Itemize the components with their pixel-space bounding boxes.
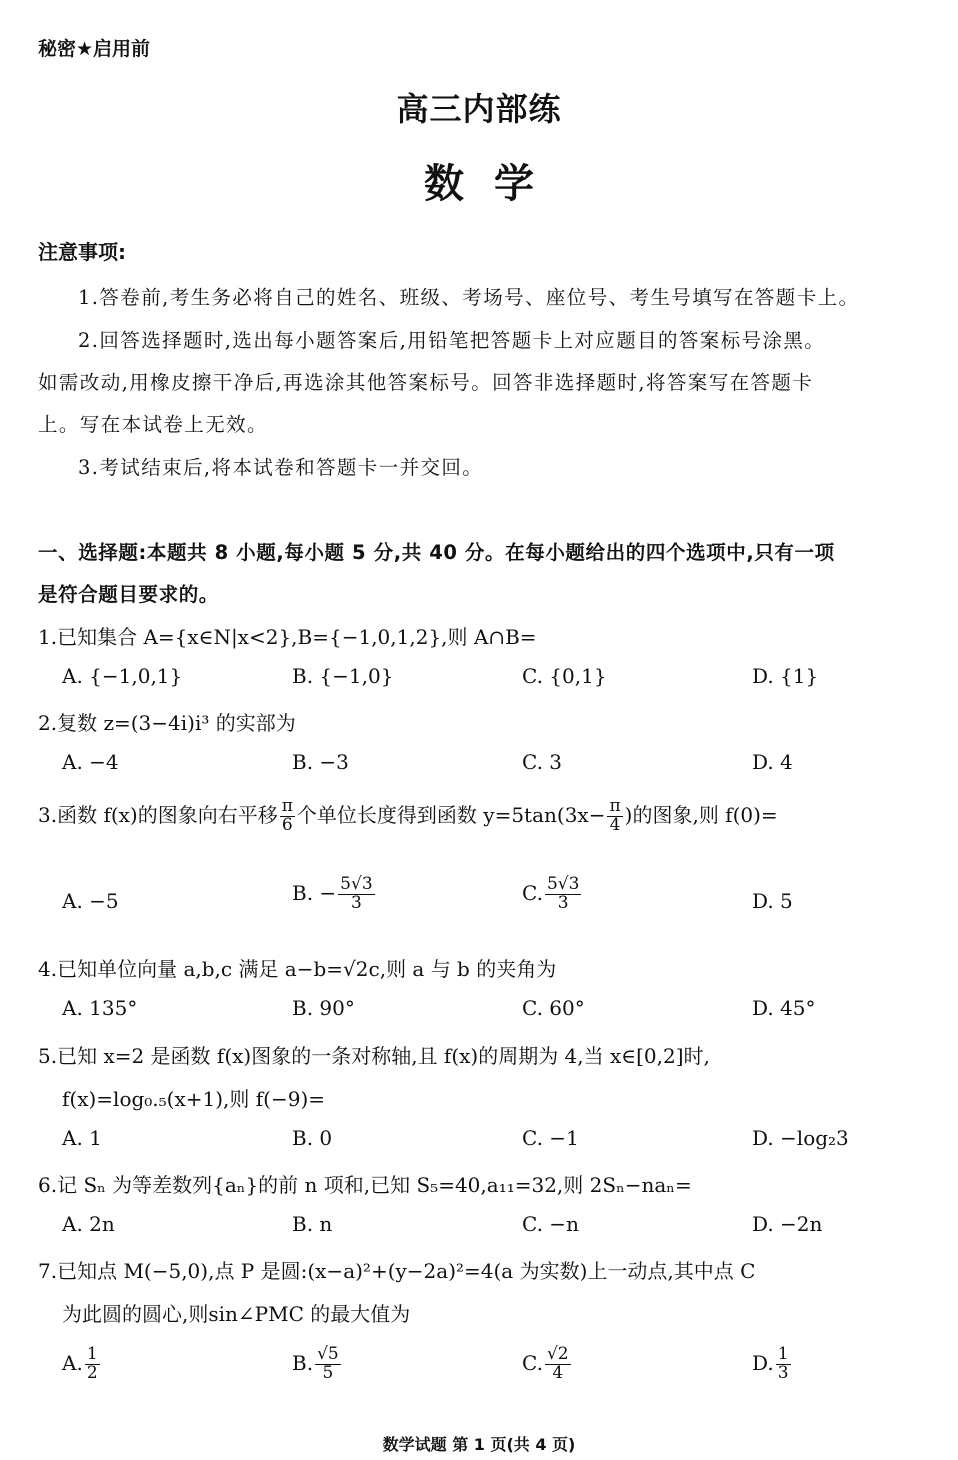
q7-d-den: 3 [777, 1362, 789, 1383]
question-4-stem: 4.已知单位向量 a,b,c 满足 a−b=√2c,则 a 与 b 的夹角为 [38, 957, 557, 981]
q3-option-b-label: B. − [292, 880, 337, 905]
question-2-stem: 2.复数 z=(3−4i)i³ 的实部为 [38, 711, 296, 735]
q3-frac2-num: π [609, 796, 621, 816]
notice-line-5: 3.考试结束后,将本试卷和答题卡一并交回。 [78, 456, 484, 479]
q7-option-a-label: A. [62, 1350, 83, 1375]
q3-frac2-den: 4 [609, 814, 621, 835]
q3-option-c [522, 876, 583, 913]
q7-option-a-fraction [85, 1346, 100, 1383]
q7-option-c [522, 1346, 573, 1383]
q1-option-b: B. {−1,0} [292, 664, 394, 688]
q7-option-b-label: B. [292, 1350, 314, 1375]
q7-option-c-fraction [545, 1346, 571, 1383]
exam-title: 高三内部练 [396, 90, 562, 128]
q7-option-a [62, 1346, 102, 1383]
q3-option-d: D. 5 [752, 889, 793, 913]
q1-option-d: D. {1} [752, 664, 819, 688]
notice-line-1: 1.答卷前,考生务必将自己的姓名、班级、考场号、座位号、考生号填写在答题卡上。 [78, 286, 860, 309]
notice-line-3: 如需改动,用橡皮擦干净后,再选涂其他答案标号。回答非选择题时,将答案写在答题卡 [38, 371, 814, 394]
question-1-stem: 1.已知集合 A={x∈N|x<2},B={−1,0,1,2},则 A∩B= [38, 625, 537, 649]
q3-fraction-pi-6 [280, 798, 295, 835]
q3-stem-part-b: 个单位长度得到函数 y=5tan(3x− [296, 802, 606, 827]
q1-option-a: A. {−1,0,1} [62, 664, 183, 688]
q3-stem-part-a: 3.函数 f(x)的图象向右平移 [38, 802, 278, 827]
q5-option-a: A. 1 [62, 1126, 102, 1150]
q3-stem-part-c: )的图象,则 f(0)= [624, 802, 778, 827]
q7-c-den: 4 [552, 1362, 564, 1383]
q2-option-a: A. −4 [62, 750, 119, 774]
q3-option-b-fraction [338, 876, 374, 913]
notice-heading: 注意事项: [38, 240, 126, 264]
q3-c-den: 3 [557, 892, 569, 913]
q6-option-a: A. 2n [62, 1212, 115, 1236]
q3-option-b [292, 876, 377, 913]
q6-option-b: B. n [292, 1212, 333, 1236]
q6-option-c: C. −n [522, 1212, 579, 1236]
subject-title: 数学 [424, 161, 564, 207]
q3-frac-den: 6 [281, 814, 293, 835]
q7-a-num: 1 [86, 1344, 98, 1364]
q2-option-d: D. 4 [752, 750, 793, 774]
question-7-stem-cont: 为此圆的圆心,则sin∠PMC 的最大值为 [62, 1302, 411, 1326]
q4-option-c: C. 60° [522, 996, 585, 1020]
q3-option-a: A. −5 [62, 889, 119, 913]
q2-option-b: B. −3 [292, 750, 349, 774]
q3-fraction-pi-4 [607, 798, 622, 835]
q7-c-num: √2 [546, 1344, 569, 1364]
q2-option-c: C. 3 [522, 750, 563, 774]
question-5-stem: 5.已知 x=2 是函数 f(x)图象的一条对称轴,且 f(x)的周期为 4,当 x∈[0,2]时, [38, 1044, 710, 1068]
q1-option-c: C. {0,1} [522, 664, 607, 688]
q7-option-d [752, 1346, 793, 1383]
question-3-stem [38, 798, 778, 835]
q7-d-num: 1 [777, 1344, 789, 1364]
q4-option-b: B. 90° [292, 996, 355, 1020]
q7-option-c-label: C. [522, 1350, 543, 1375]
q7-option-b [292, 1346, 343, 1383]
confidential-label: 秘密★启用前 [38, 38, 151, 60]
q4-option-a: A. 135° [62, 996, 138, 1020]
q3-option-c-label: C. [522, 880, 543, 905]
q7-option-d-fraction [776, 1346, 791, 1383]
question-7-stem: 7.已知点 M(−5,0),点 P 是圆:(x−a)²+(y−2a)²=4(a 为实数)上一动点,其中点 C [38, 1259, 756, 1283]
q3-b-den: 3 [350, 892, 362, 913]
q3-frac-num: π [281, 796, 293, 816]
q6-option-d: D. −2n [752, 1212, 823, 1236]
q5-option-d: D. −log₂3 [752, 1126, 849, 1150]
q7-option-b-fraction [315, 1346, 341, 1383]
q5-option-b: B. 0 [292, 1126, 333, 1150]
q7-b-num: √5 [317, 1344, 339, 1364]
notice-line-2: 2.回答选择题时,选出每小题答案后,用铅笔把答题卡上对应题目的答案标号涂黑。 [78, 329, 826, 352]
section-heading: 一、选择题:本题共 8 小题,每小题 5 分,共 40 分。在每小题给出的四个选项中,只有一项 [38, 541, 835, 564]
notice-line-4: 上。写在本试卷上无效。 [38, 413, 268, 436]
q7-b-den: 5 [322, 1362, 334, 1383]
section-heading-cont: 是符合题目要求的。 [38, 583, 219, 606]
q7-option-d-label: D. [752, 1350, 774, 1375]
q4-option-d: D. 45° [752, 996, 816, 1020]
q3-c-num: 5√3 [546, 874, 580, 894]
q5-option-c: C. −1 [522, 1126, 579, 1150]
page-footer: 数学试题 第 1 页(共 4 页) [382, 1435, 576, 1454]
q3-option-c-fraction [545, 876, 581, 913]
q7-a-den: 2 [86, 1362, 98, 1383]
question-6-stem: 6.记 Sₙ 为等差数列{aₙ}的前 n 项和,已知 S₅=40,a₁₁=32,则 2Sₙ−naₙ= [38, 1173, 692, 1197]
q3-b-num: 5√3 [340, 874, 373, 894]
question-5-stem-cont: f(x)=log₀.₅(x+1),则 f(−9)= [62, 1087, 326, 1111]
